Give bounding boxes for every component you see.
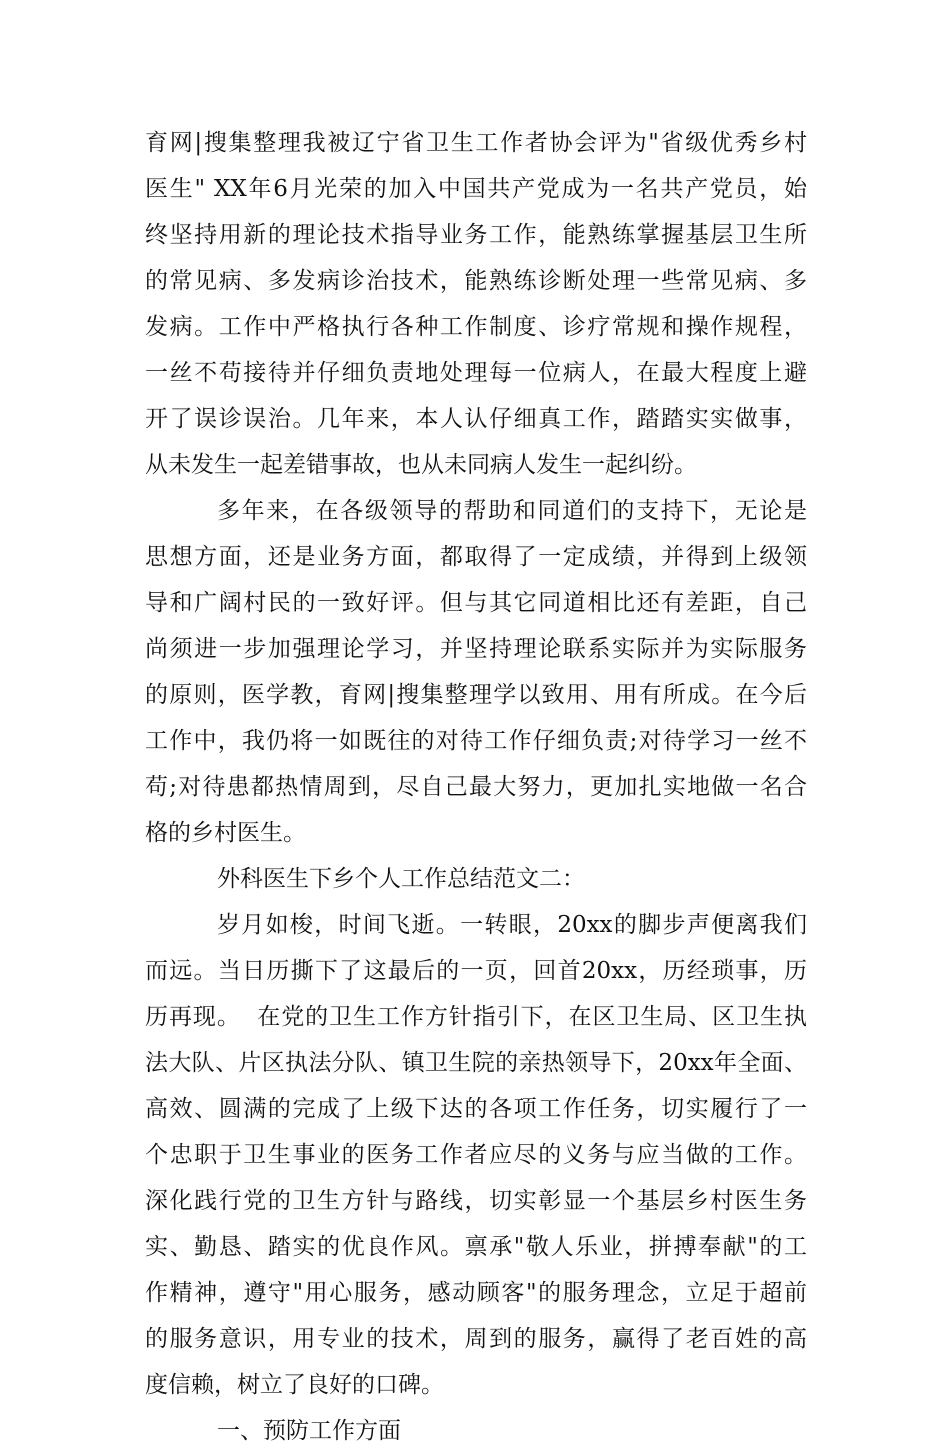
text-line: 工作中，我仍将一如既往的对待工作仔细负责;对待学习一丝不 [145, 728, 807, 754]
text-line: 实、勤恳、踏实的优良作风。禀承"敬人乐业，拼搏奉献"的工 [145, 1234, 807, 1260]
text-line: 终坚持用新的理论技术指导业务工作，能熟练掌握基层卫生所 [145, 222, 807, 248]
text-line: 法大队、片区执法分队、镇卫生院的亲热领导下，20xx年全面、 [145, 1050, 807, 1076]
text-line: 历再现。 在党的卫生工作方针指引下，在区卫生局、区卫生执 [145, 1004, 807, 1030]
text-line: 育网|搜集整理我被辽宁省卫生工作者协会评为"省级优秀乡村 [145, 130, 808, 156]
text-line: 深化践行党的卫生方针与路线，切实彰显一个基层乡村医生务 [145, 1188, 807, 1214]
text-line: 开了误诊误治。几年来，本人认仔细真工作，踏踏实实做事， [145, 406, 807, 432]
text-line: 多年来，在各级领导的帮助和同道们的支持下，无论是 [217, 498, 807, 524]
text-line: 岁月如梭，时间飞逝。一转眼，20xx的脚步声便离我们 [217, 912, 807, 938]
text-line: 作精神，遵守"用心服务，感动顾客"的服务理念，立足于超前 [145, 1280, 807, 1306]
text-line: 医生" XX年6月光荣的加入中国共产党成为一名共产党员，始 [145, 176, 807, 202]
text-line: 尚须进一步加强理论学习，并坚持理论联系实际并为实际服务 [145, 636, 807, 662]
text-line: 的原则，医学教，育网|搜集整理学以致用、用有所成。在今后 [145, 682, 807, 708]
text-line: 一、预防工作方面 [217, 1418, 401, 1444]
text-line: 从未发生一起差错事故，也从未同病人发生一起纠纷。 [145, 452, 697, 478]
text-line: 的常见病、多发病诊治技术，能熟练诊断处理一些常见病、多 [145, 268, 807, 294]
document-page [145, 120, 807, 1454]
text-line: 个忠职于卫生事业的医务工作者应尽的义务与应当做的工作。 [145, 1142, 807, 1168]
text-line: 思想方面，还是业务方面，都取得了一定成绩，并得到上级领 [145, 544, 807, 570]
text-line: 一丝不苟接待并仔细负责地处理每一位病人，在最大程度上避 [145, 360, 807, 386]
text-line: 导和广阔村民的一致好评。但与其它同道相比还有差距，自己 [145, 590, 807, 616]
text-line: 苟;对待患都热情周到，尽自己最大努力，更加扎实地做一名合 [145, 774, 807, 800]
text-line: 发病。工作中严格执行各种工作制度、诊疗常规和操作规程， [145, 314, 807, 340]
text-line: 高效、圆满的完成了上级下达的各项工作任务，切实履行了一 [145, 1096, 807, 1122]
text-line: 格的乡村医生。 [145, 820, 306, 846]
text-line: 度信赖，树立了良好的口碑。 [145, 1372, 444, 1398]
text-line: 的服务意识，用专业的技术，周到的服务，赢得了老百姓的高 [145, 1326, 807, 1352]
text-line: 外科医生下乡个人工作总结范文二： [217, 866, 585, 892]
text-line: 而远。当日历撕下了这最后的一页，回首20xx，历经琐事，历 [145, 958, 807, 984]
